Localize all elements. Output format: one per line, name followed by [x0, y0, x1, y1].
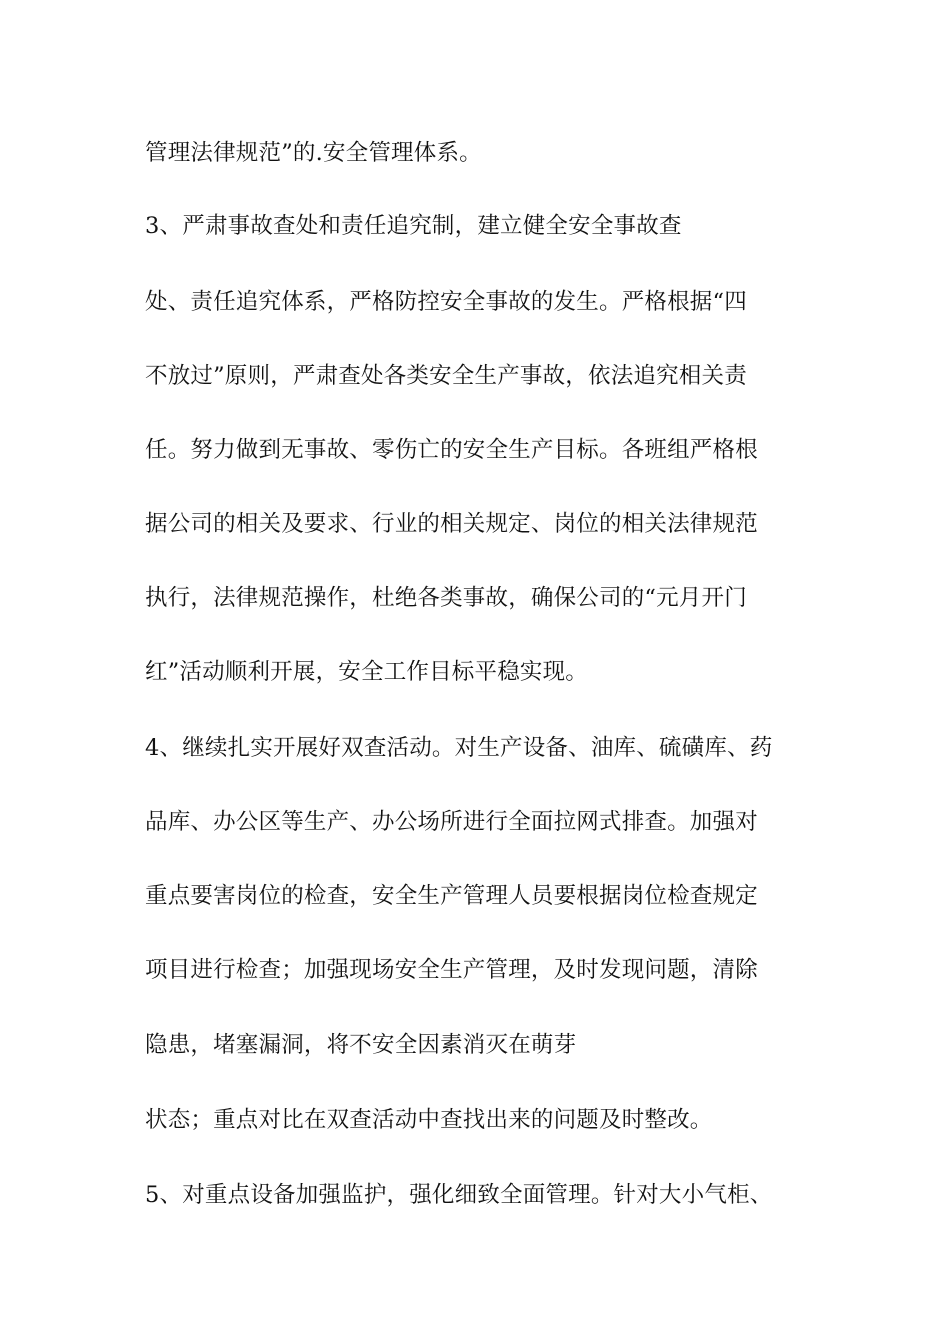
- text-line-15: 5、对重点设备加强监护，强化细致全面管理。针对大小气柜、: [145, 1182, 773, 1208]
- text-line-10: 品库、办公区等生产、办公场所进行全面拉网式排查。加强对: [145, 809, 758, 835]
- text-line-14: 状态；重点对比在双查活动中查找出来的问题及时整改。: [145, 1107, 713, 1133]
- text-line-9: 4、继续扎实开展好双查活动。对生产设备、油库、硫磺库、药: [145, 735, 773, 761]
- text-line-3: 处、责任追究体系，严格防控安全事故的发生。严格根据“四: [145, 289, 747, 315]
- text-line-6: 据公司的相关及要求、行业的相关规定、岗位的相关法律规范: [145, 511, 758, 537]
- text-line-8: 红”活动顺利开展，安全工作目标平稳实现。: [145, 659, 589, 685]
- text-line-2: 3、严肃事故查处和责任追究制，建立健全安全事故查: [145, 213, 682, 239]
- text-line-1: 管理法律规范”的.安全管理体系。: [145, 140, 482, 166]
- text-line-7: 执行，法律规范操作，杜绝各类事故，确保公司的“元月开门: [145, 585, 747, 611]
- text-line-13: 隐患，堵塞漏洞，将不安全因素消灭在萌芽: [145, 1032, 577, 1058]
- text-line-5: 任。努力做到无事故、零伤亡的安全生产目标。各班组严格根: [145, 437, 758, 463]
- text-line-11: 重点要害岗位的检查，安全生产管理人员要根据岗位检查规定: [145, 883, 758, 909]
- text-line-12: 项目进行检查；加强现场安全生产管理，及时发现问题，清除: [145, 957, 758, 983]
- text-line-4: 不放过”原则，严肃查处各类安全生产事故，依法追究相关责: [145, 363, 747, 389]
